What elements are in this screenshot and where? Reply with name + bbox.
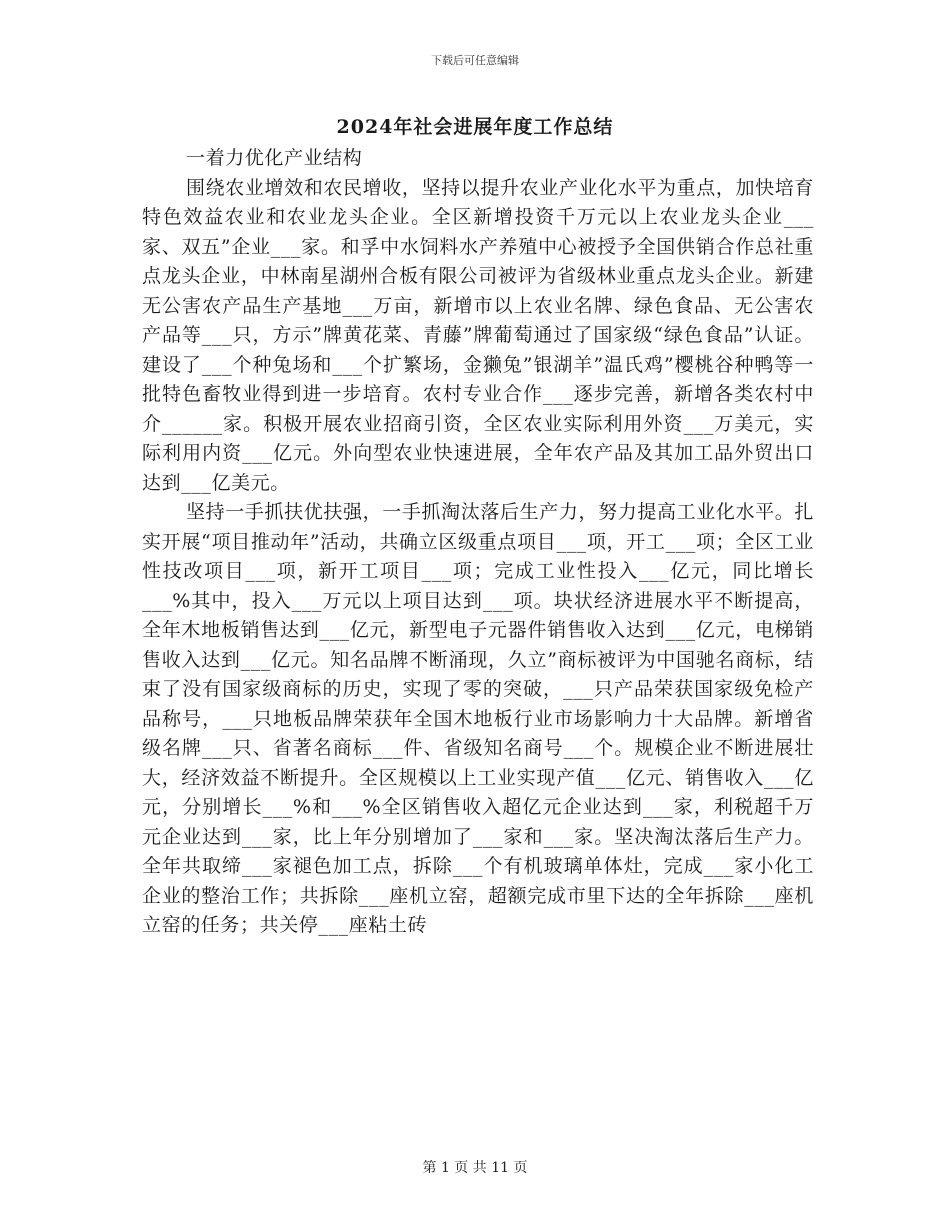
paragraph-agriculture: 围绕农业增效和农民增收，坚持以提升农业产业化水平为重点，加快培育特色效益农业和农业龙头企业。全区新增投资千万元以上农业龙头企业___家、双五”企业___家。和孚中水饲料水产养殖中心被授予全国供销合作总社重点龙头企业，中林南星湖州合板有限公司被评为省级林业重点龙头企业。新建无公害农产品生产基地___万亩，新增市以上农业名牌、绿色食品、无公害农产品等___只，方示”牌黄花菜、青藤”牌葡萄通过了国家级“绿色食品”认证。建设了___个种兔场和___个扩繁场，金獭兔”银湖羊”温氏鸡”樱桃谷种鸭等一批特色畜牧业得到进一步培育。农村专业合作___逐步完善，新增各类农村中介______家。积极开展农业招商引资，全区农业实际利用外资___万美元，实际利用内资___亿元。外向型农业快速进展，全年农产品及其加工品外贸出口达到___亿美元。	[142, 176, 814, 494]
document-title: 2024年社会进展年度工作总结	[336, 116, 614, 138]
header-note: 下载后可任意编辑	[431, 54, 519, 67]
paragraph-industry: 坚持一手抓扶优扶强，一手抓淘汰落后生产力，努力提高工业化水平。扎实开展“项目推动年”活动，共确立区级重点项目___项，开工___项；全区工业性技改项目___项，新开工项目___项；完成工业性投入___亿元，同比增长___%其中，投入___万元以上项目达到___项。块状经济进展水平不断提高，全年木地板销售达到___亿元，新型电子元器件销售收入达到___亿元，电梯销售收入达到___亿元。知名品牌不断涌现，久立”商标被评为中国驰名商标，结束了没有国家级商标的历史，实现了零的突破，___只产品荣获国家级免检产品称号，___只地板品牌荣获年全国木地板行业市场影响力十大品牌。新增省级名牌___只、省著名商标___件、省级知名商号___个。规模企业不断进展壮大，经济效益不断提升。全区规模以上工业实现产值___亿元、销售收入___亿元，分别增长___%和___%全区销售收入超亿元企业达到___家，利税超千万元企业达到___家，比上年分别增加了___家和___家。坚决淘汰落后生产力。全年共取缔___家褪色加工点，拆除___个有机玻璃单体灶，完成___家小化工企业的整治工作；共拆除___座机立窑，超额完成市里下达的全年拆除___座机立窑的任务；共关停___座粘土砖	[142, 501, 814, 936]
document-body	[142, 144, 814, 941]
section-heading: 一着力优化产业结构	[186, 147, 363, 169]
page-number: 第 1 页 共 11 页	[422, 1160, 528, 1176]
